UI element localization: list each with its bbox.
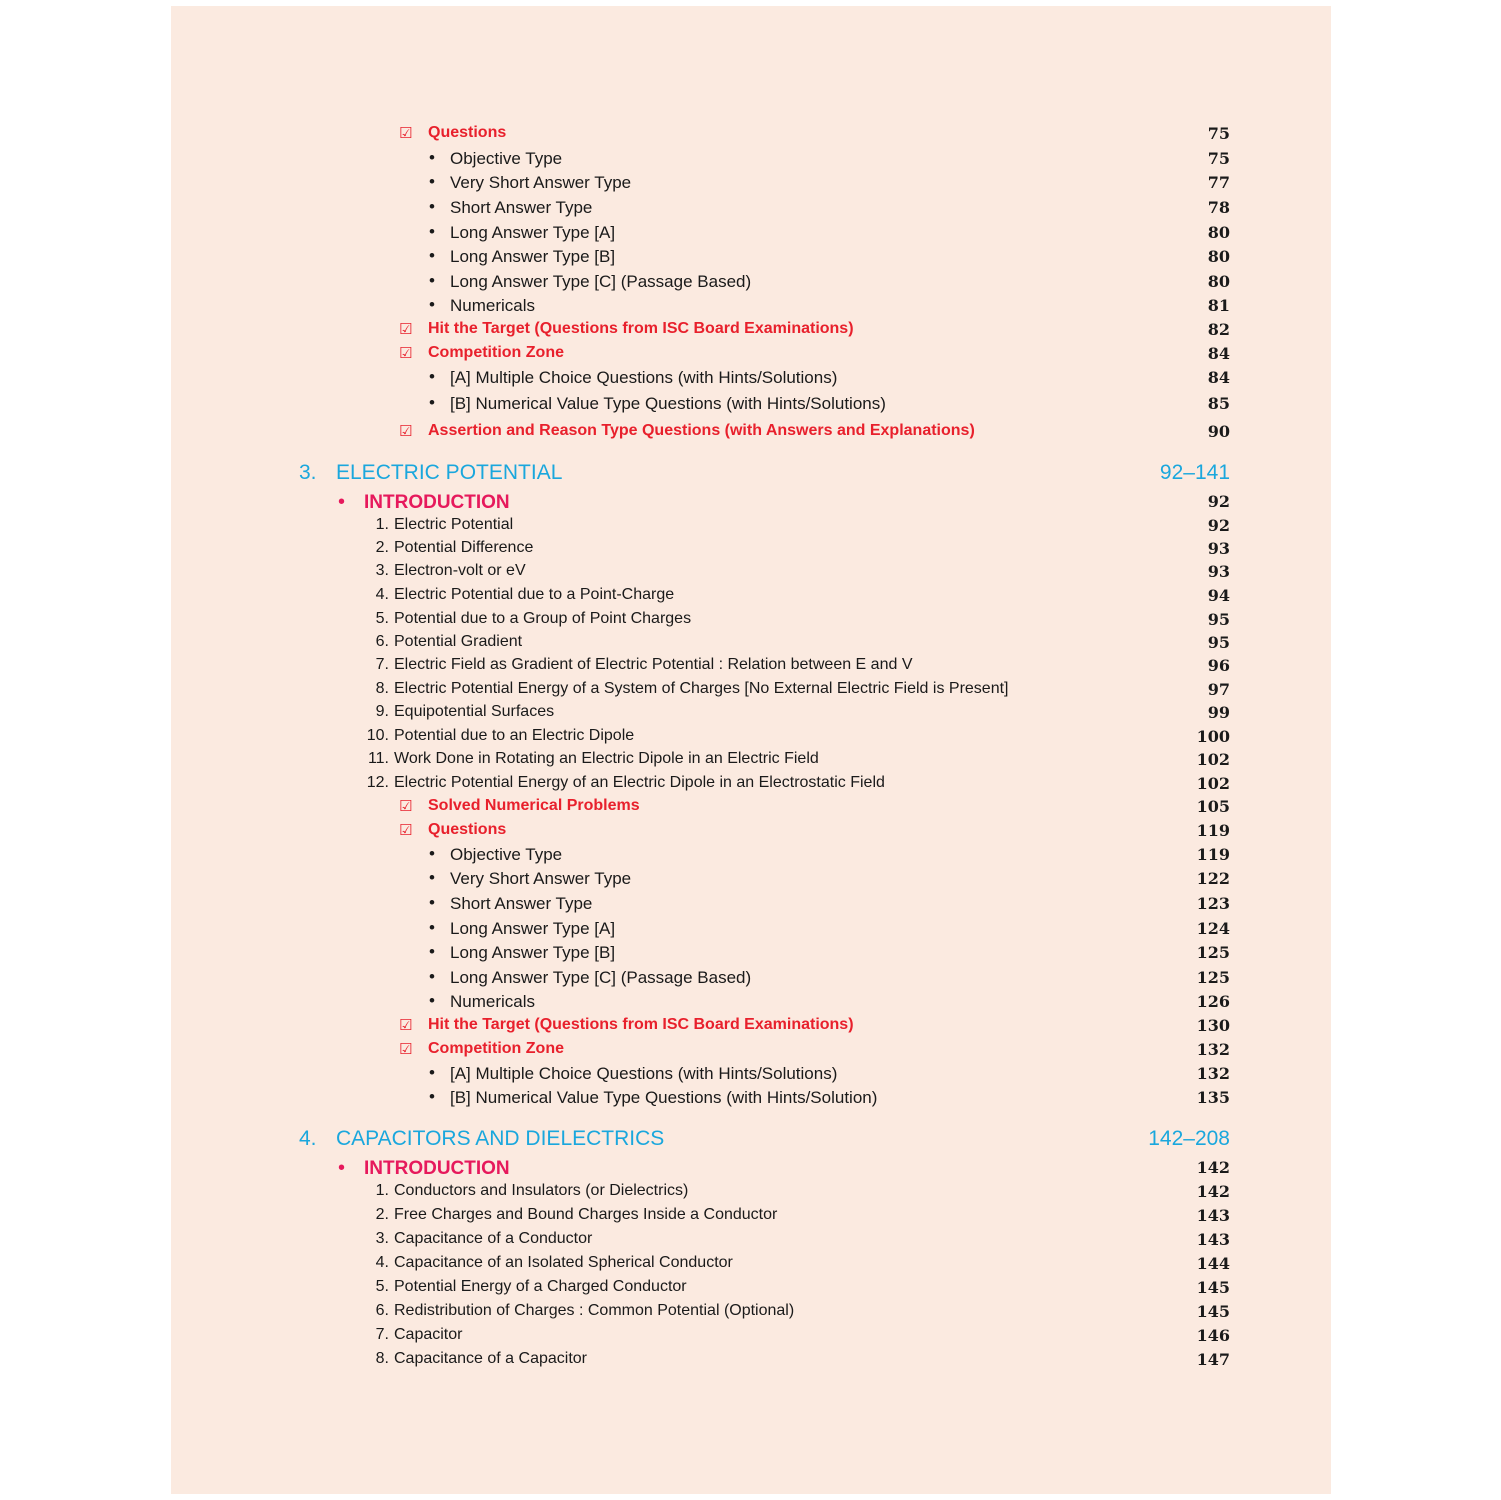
entry-title: Potential Difference xyxy=(394,539,534,556)
bullet-icon: • xyxy=(429,246,435,265)
page-number: 84 xyxy=(1207,344,1230,363)
entry-number: 3. xyxy=(375,562,389,579)
entry-title: Objective Type xyxy=(450,845,563,864)
entry-number: 5. xyxy=(375,610,389,627)
entry-title: Long Answer Type [C] (Passage Based) xyxy=(450,968,752,987)
page-number: 125 xyxy=(1196,968,1230,987)
entry-number: 8. xyxy=(375,680,389,697)
entry-number: 4. xyxy=(375,1254,389,1271)
bullet-icon: • xyxy=(429,271,435,290)
entry-title: INTRODUCTION xyxy=(364,1158,510,1179)
entry-title: Electric Field as Gradient of Electric Potential : Relation between E and V xyxy=(394,656,913,673)
entry-title: Long Answer Type [B] xyxy=(450,943,616,962)
entry-title: Capacitance of an Isolated Spherical Conductor xyxy=(394,1254,733,1271)
entry-title: Competition Zone xyxy=(428,1040,564,1057)
entry-title: [A] Multiple Choice Questions (with Hints/Solutions) xyxy=(450,1064,838,1083)
page-number: 125 xyxy=(1196,943,1230,962)
entry-title: Electric Potential due to a Point-Charge xyxy=(394,586,675,603)
page-number: 123 xyxy=(1196,894,1230,913)
check-box-icon: ☑ xyxy=(399,422,413,440)
entry-title: Capacitance of a Capacitor xyxy=(394,1350,587,1367)
page-number: 146 xyxy=(1196,1326,1230,1345)
page-number: 85 xyxy=(1207,394,1230,413)
entry-title: Hit the Target (Questions from ISC Board Examinations) xyxy=(428,1016,854,1033)
entry-title: [B] Numerical Value Type Questions (with Hints/Solutions) xyxy=(450,394,886,413)
entry-title: Solved Numerical Problems xyxy=(428,797,640,814)
entry-title: Short Answer Type xyxy=(450,894,593,913)
entry-title: Work Done in Rotating an Electric Dipole in an Electric Field xyxy=(394,750,819,767)
page-number: 119 xyxy=(1196,845,1230,864)
entry-title: Electric Potential xyxy=(394,516,514,533)
entry-title: [B] Numerical Value Type Questions (with Hints/Solution) xyxy=(450,1088,878,1107)
bullet-icon: • xyxy=(429,367,435,386)
entry-number: 8. xyxy=(375,1350,389,1367)
entry-title: Questions xyxy=(428,821,507,838)
entry-number: 9. xyxy=(375,703,389,720)
bullet-icon: • xyxy=(429,393,435,412)
entry-number: 4. xyxy=(299,1127,317,1150)
bullet-icon: • xyxy=(429,1087,435,1106)
check-box-icon: ☑ xyxy=(399,344,413,362)
entry-number: 2. xyxy=(375,539,389,556)
entry-number: 7. xyxy=(375,1326,389,1343)
page-number: 97 xyxy=(1207,680,1230,699)
page-number: 135 xyxy=(1196,1088,1230,1107)
entry-title: CAPACITORS AND DIELECTRICS xyxy=(336,1127,665,1150)
entry-title: Potential Gradient xyxy=(394,633,523,650)
check-box-icon: ☑ xyxy=(399,320,413,338)
page-number: 147 xyxy=(1196,1350,1230,1369)
entry-number: 1. xyxy=(375,1182,389,1199)
entry-title: Short Answer Type xyxy=(450,198,593,217)
entry-number: 2. xyxy=(375,1206,389,1223)
page-number: 142 xyxy=(1196,1158,1230,1177)
entry-title: Long Answer Type [A] xyxy=(450,223,616,242)
page-number: 124 xyxy=(1196,919,1230,938)
page-number: 80 xyxy=(1207,223,1230,242)
page-number: 92 xyxy=(1207,516,1230,535)
bullet-icon: • xyxy=(338,1157,346,1179)
entry-title: Very Short Answer Type xyxy=(450,869,632,888)
page-number: 142–208 xyxy=(1148,1127,1230,1150)
check-box-icon: ☑ xyxy=(399,797,413,815)
entry-number: 3. xyxy=(375,1230,389,1247)
entry-number: 5. xyxy=(375,1278,389,1295)
entry-title: Potential due to an Electric Dipole xyxy=(394,727,635,744)
entry-title: Numericals xyxy=(450,296,536,315)
bullet-icon: • xyxy=(429,844,435,863)
check-box-icon: ☑ xyxy=(399,1040,413,1058)
bullet-icon: • xyxy=(429,967,435,986)
entry-title: Potential due to a Group of Point Charges xyxy=(394,610,692,627)
page-number: 92 xyxy=(1207,492,1230,511)
entry-title: Long Answer Type [A] xyxy=(450,919,616,938)
entry-title: Long Answer Type [C] (Passage Based) xyxy=(450,272,752,291)
bullet-icon: • xyxy=(429,942,435,961)
entry-title: ELECTRIC POTENTIAL xyxy=(336,461,563,484)
page-number: 80 xyxy=(1207,247,1230,266)
entry-number: 7. xyxy=(375,656,389,673)
page-number: 132 xyxy=(1196,1040,1230,1059)
entry-number: 4. xyxy=(375,586,389,603)
entry-title: Electron-volt or eV xyxy=(394,562,526,579)
entry-title: Free Charges and Bound Charges Inside a Conductor xyxy=(394,1206,778,1223)
page-number: 92–141 xyxy=(1159,461,1230,484)
page-number: 75 xyxy=(1207,149,1230,168)
page-number: 95 xyxy=(1207,633,1230,652)
page-number: 99 xyxy=(1207,703,1230,722)
entry-number: 10. xyxy=(366,727,389,744)
page-number: 130 xyxy=(1196,1016,1230,1035)
bullet-icon: • xyxy=(429,893,435,912)
page-number: 144 xyxy=(1196,1254,1230,1273)
entry-title: Competition Zone xyxy=(428,344,564,361)
entry-title: Electric Potential Energy of a System of Charges [No External Electric Field is Present] xyxy=(394,680,1009,697)
bullet-icon: • xyxy=(429,868,435,887)
page-number: 75 xyxy=(1207,124,1230,143)
entry-title: INTRODUCTION xyxy=(364,492,510,513)
check-box-icon: ☑ xyxy=(399,124,413,142)
entry-title: Objective Type xyxy=(450,149,563,168)
page-number: 102 xyxy=(1196,774,1230,793)
page-number: 132 xyxy=(1196,1064,1230,1083)
bullet-icon: • xyxy=(429,295,435,314)
entry-title: [A] Multiple Choice Questions (with Hints/Solutions) xyxy=(450,368,838,387)
check-box-icon: ☑ xyxy=(399,1016,413,1034)
bullet-icon: • xyxy=(429,918,435,937)
page-number: 143 xyxy=(1196,1230,1230,1249)
entry-title: Equipotential Surfaces xyxy=(394,703,555,720)
page-number: 145 xyxy=(1196,1302,1230,1321)
page-number: 80 xyxy=(1207,272,1230,291)
entry-title: Redistribution of Charges : Common Potential (Optional) xyxy=(394,1302,795,1319)
bullet-icon: • xyxy=(429,148,435,167)
bullet-icon: • xyxy=(429,197,435,216)
page-number: 119 xyxy=(1196,821,1230,840)
page-number: 95 xyxy=(1207,610,1230,629)
page-number: 77 xyxy=(1207,173,1230,192)
entry-number: 6. xyxy=(375,1302,389,1319)
entry-number: 11. xyxy=(367,750,389,767)
entry-title: Potential Energy of a Charged Conductor xyxy=(394,1278,687,1295)
bullet-icon: • xyxy=(429,222,435,241)
page-number: 105 xyxy=(1196,797,1230,816)
page-number: 82 xyxy=(1207,320,1230,339)
entry-number: 6. xyxy=(375,633,389,650)
page-number: 100 xyxy=(1196,727,1230,746)
entry-title: Numericals xyxy=(450,992,536,1011)
entry-title: Capacitor xyxy=(394,1326,463,1343)
page-number: 122 xyxy=(1196,869,1230,888)
entry-number: 12. xyxy=(366,774,389,791)
page-number: 96 xyxy=(1207,656,1230,675)
entry-title: Questions xyxy=(428,124,507,141)
entry-title: Assertion and Reason Type Questions (with Answers and Explanations) xyxy=(428,422,975,439)
entry-number: 3. xyxy=(299,461,317,484)
page-number: 81 xyxy=(1207,296,1230,315)
page-number: 102 xyxy=(1196,750,1230,769)
entry-title: Long Answer Type [B] xyxy=(450,247,616,266)
page-number: 143 xyxy=(1196,1206,1230,1225)
entry-title: Electric Potential Energy of an Electric Dipole in an Electrostatic Field xyxy=(394,774,885,791)
bullet-icon: • xyxy=(429,1063,435,1082)
page-number: 93 xyxy=(1207,539,1230,558)
bullet-icon: • xyxy=(338,491,346,513)
check-box-icon: ☑ xyxy=(399,821,413,839)
entry-number: 1. xyxy=(375,516,389,533)
page-number: 93 xyxy=(1207,562,1230,581)
entry-title: Capacitance of a Conductor xyxy=(394,1230,593,1247)
bullet-icon: • xyxy=(429,991,435,1010)
page-number: 142 xyxy=(1196,1182,1230,1201)
page-number: 145 xyxy=(1196,1278,1230,1297)
page-number: 94 xyxy=(1207,586,1230,605)
toc-page xyxy=(171,6,1331,1494)
entry-title: Hit the Target (Questions from ISC Board Examinations) xyxy=(428,320,854,337)
page-number: 78 xyxy=(1207,198,1230,217)
page-number: 126 xyxy=(1196,992,1230,1011)
page-number: 84 xyxy=(1207,368,1230,387)
entry-title: Very Short Answer Type xyxy=(450,173,632,192)
entry-title: Conductors and Insulators (or Dielectrics) xyxy=(394,1182,689,1199)
page-number: 90 xyxy=(1207,422,1230,441)
bullet-icon: • xyxy=(429,172,435,191)
